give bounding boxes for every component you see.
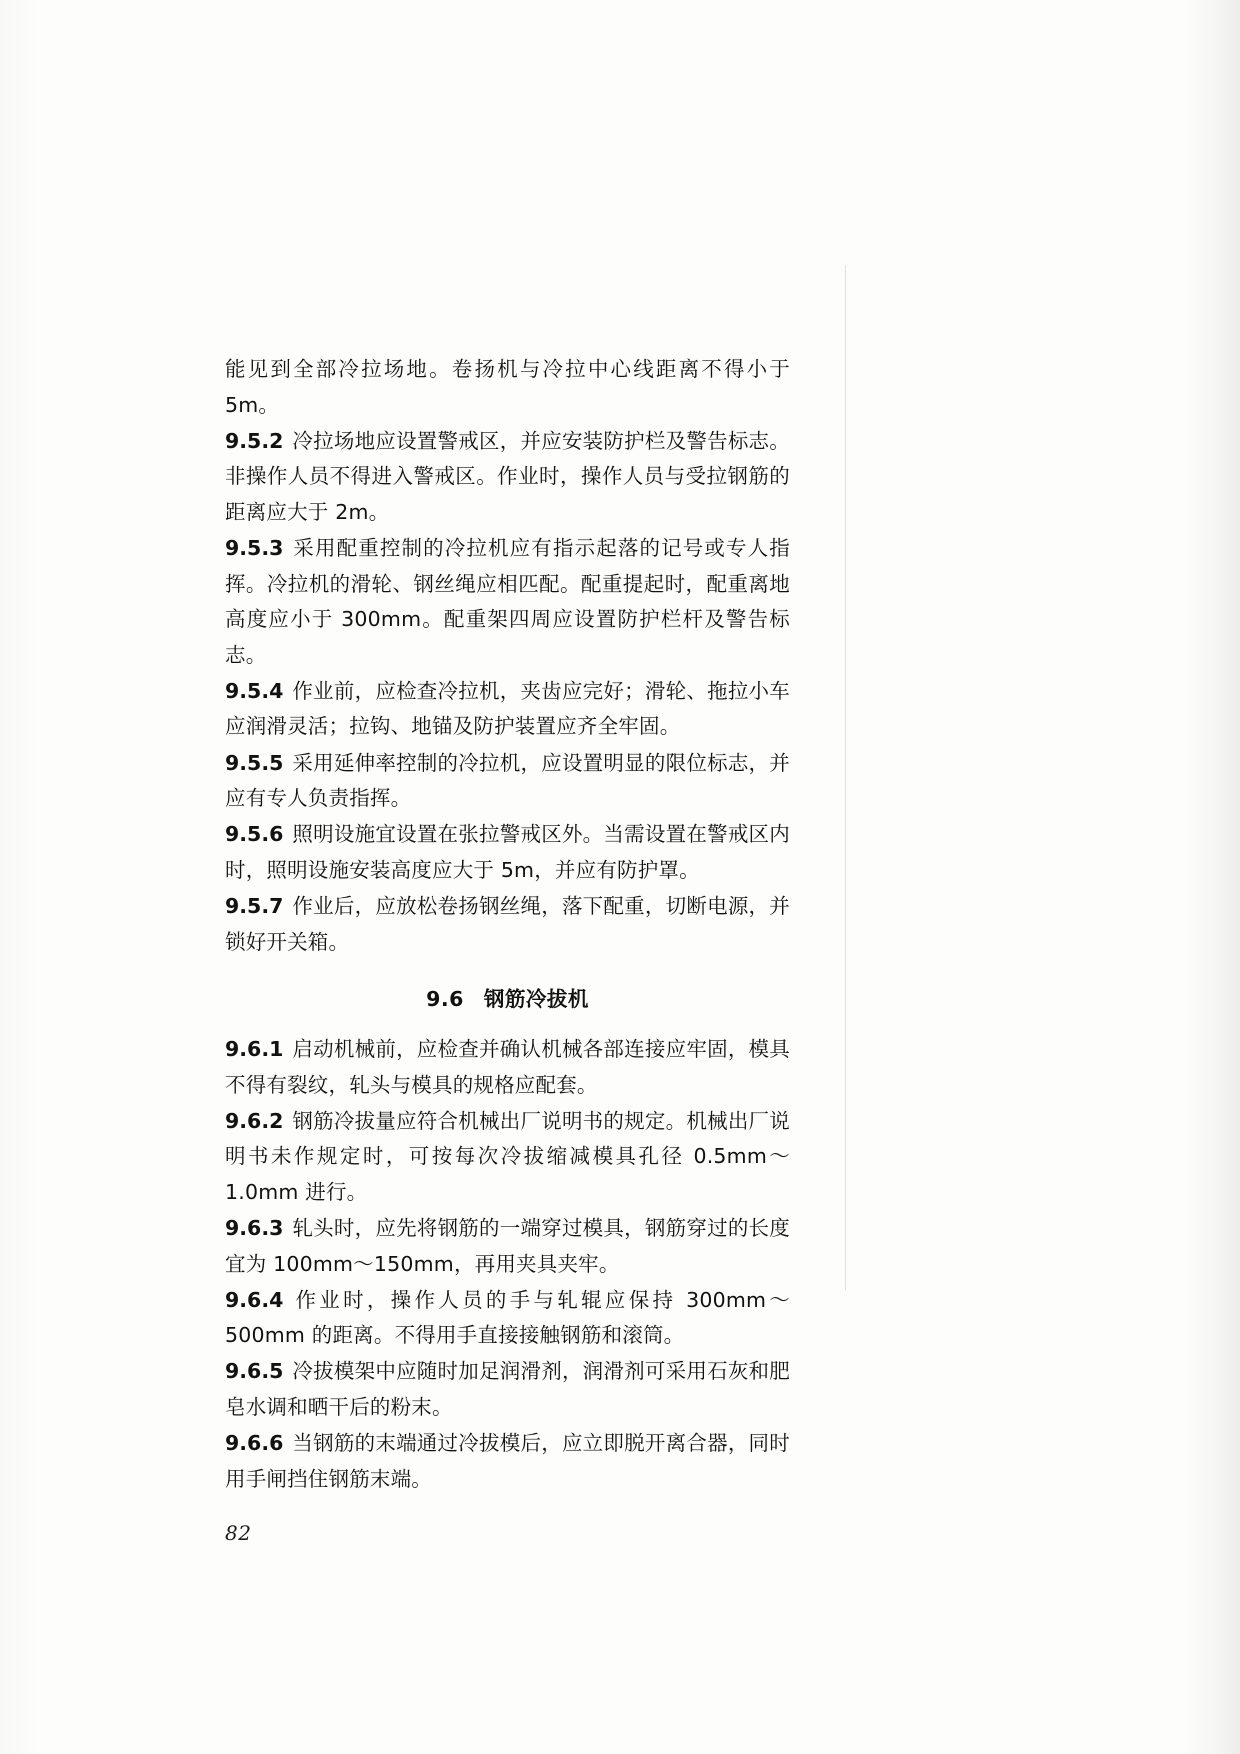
paragraph [225, 889, 790, 960]
paragraph [225, 1426, 790, 1497]
paragraph-text: 启动机械前，应检查并确认机械各部连接应牢固，模具不得有裂纹，轧头与模具的规格应配套。 [225, 1037, 790, 1097]
clause-number: 9.6.6 [225, 1431, 284, 1456]
paragraph-text: 钢筋冷拔量应符合机械出厂说明书的规定。机械出厂说明书未作规定时，可按每次冷拔缩减模具孔径 0.5mm～1.0mm 进行。 [225, 1108, 790, 1204]
paragraph [225, 352, 790, 423]
paragraph-text: 作业前，应检查冷拉机，夹齿应完好；滑轮、拖拉小车应润滑灵活；拉钩、地锚及防护装置应齐全牢固。 [225, 678, 790, 739]
paragraph-text: 冷拉场地应设置警戒区，并应安装防护栏及警告标志。非操作人员不得进入警戒区。作业时，操作人员与受拉钢筋的距离应大于 2m。 [225, 428, 790, 524]
paragraph [225, 1104, 790, 1211]
paragraph-text: 作业时，操作人员的手与轧辊应保持 300mm～500mm 的距离。不得用手直接接触钢筋和滚筒。 [225, 1287, 790, 1348]
paragraph [225, 1354, 790, 1425]
clause-number: 9.5.6 [225, 822, 284, 847]
section-heading [225, 982, 790, 1012]
paragraph-text: 冷拔模架中应随时加足润滑剂，润滑剂可采用石灰和肥皂水调和晒干后的粉末。 [225, 1359, 790, 1420]
paragraph [225, 1211, 790, 1282]
scan-shadow-right [1180, 0, 1240, 1754]
clause-number: 9.6.5 [225, 1359, 284, 1384]
paragraph [225, 1283, 790, 1354]
paragraph [225, 424, 790, 531]
paragraph-text: 照明设施宜设置在张拉警戒区外。当需设置在警戒区内时，照明设施安装高度应大于 5m，并应有防护罩。 [225, 822, 790, 882]
paragraph [225, 674, 790, 745]
clause-number: 9.5.3 [225, 535, 284, 560]
page-content [225, 352, 790, 1545]
section-number: 9.6 [426, 987, 464, 1012]
clause-number: 9.6.3 [225, 1216, 284, 1241]
clause-number: 9.6.2 [225, 1108, 284, 1133]
scan-shadow-left [0, 0, 40, 1754]
clause-number: 9.5.7 [225, 893, 284, 918]
clause-number: 9.5.5 [225, 750, 284, 775]
clause-number: 9.5.2 [225, 428, 284, 453]
paragraph-text: 采用配重控制的冷拉机应有指示起落的记号或专人指挥。冷拉机的滑轮、钢丝绳应相匹配。配重提起时，配重离地高度应小于 300mm。配重架四周应设置防护栏杆及警告标志。 [225, 535, 790, 667]
paragraph [225, 531, 790, 673]
clause-number: 9.6.4 [225, 1287, 284, 1312]
paragraph-text: 能见到全部冷拉场地。卷扬机与冷拉中心线距离不得小于 5m。 [225, 357, 790, 417]
page-fold-line [845, 265, 846, 1290]
page-number: 82 [225, 1521, 252, 1546]
paragraph-text: 当钢筋的末端通过冷拔模后，应立即脱开离合器，同时用手闸挡住钢筋末端。 [225, 1431, 790, 1491]
clause-number: 9.5.4 [225, 678, 284, 703]
paragraph-text: 采用延伸率控制的冷拉机，应设置明显的限位标志，并应有专人负责指挥。 [225, 750, 790, 811]
section-title: 钢筋冷拔机 [483, 987, 589, 1012]
paragraph-text: 作业后，应放松卷扬钢丝绳，落下配重，切断电源，并锁好开关箱。 [225, 893, 790, 954]
paragraph-text: 轧头时，应先将钢筋的一端穿过模具，钢筋穿过的长度宜为 100mm～150mm，再用夹具夹牢。 [225, 1216, 790, 1276]
clause-number: 9.6.1 [225, 1037, 284, 1062]
paragraph [225, 1032, 790, 1103]
paragraph [225, 746, 790, 817]
paragraph [225, 817, 790, 888]
